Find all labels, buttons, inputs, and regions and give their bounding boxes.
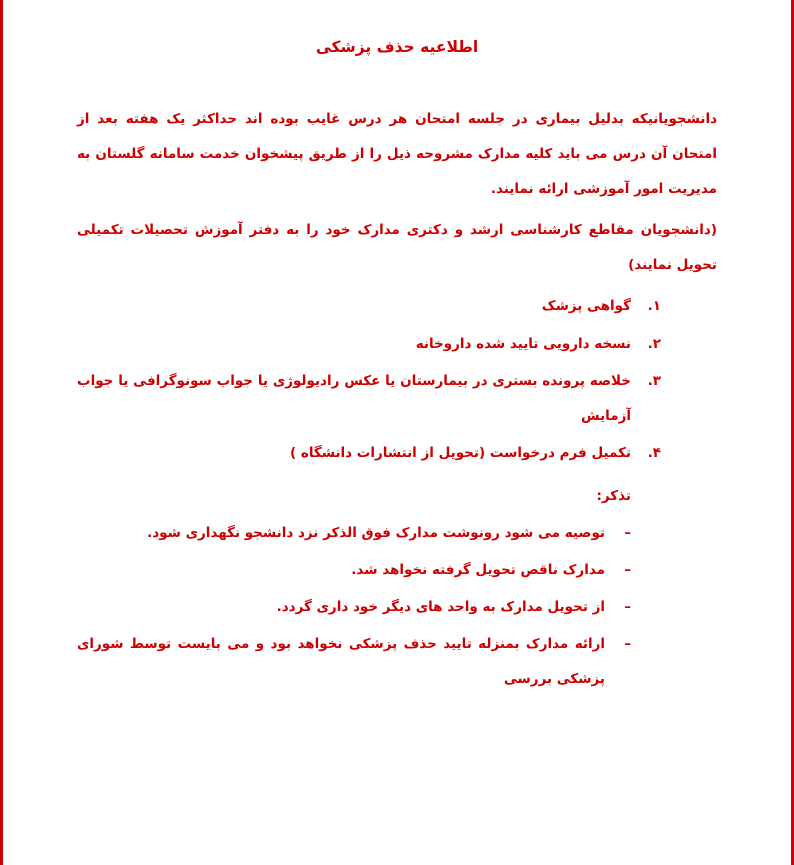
list-item-label: خلاصه پرونده بستری در بیمارستان یا عکس رادیولوژی یا جواب سونوگرافی یا جواب آزمایش bbox=[77, 372, 631, 424]
dash-bullet-icon: – bbox=[624, 599, 631, 616]
list-item bbox=[77, 436, 717, 471]
list-item-label: توصیه می شود رونوشت مدارک فوق الذکر نزد دانشجو نگهداری شود. bbox=[147, 525, 605, 542]
list-marker: ۳. bbox=[647, 372, 661, 389]
list-item bbox=[77, 516, 717, 551]
list-marker: ۴. bbox=[647, 444, 661, 461]
dash-bullet-icon: – bbox=[624, 525, 631, 542]
notes-list bbox=[77, 516, 717, 697]
dash-bullet-icon: – bbox=[624, 562, 631, 579]
list-item bbox=[77, 590, 717, 625]
list-marker: ۲. bbox=[647, 335, 661, 352]
list-item bbox=[77, 627, 717, 697]
list-item-label: مدارک ناقص تحویل گرفته نخواهد شد. bbox=[351, 562, 605, 579]
list-item bbox=[77, 289, 717, 324]
page-title: اطلاعیه حذف پزشکی bbox=[315, 38, 479, 56]
list-item-label: از تحویل مدارک به واحد های دیگر خود داری گردد. bbox=[276, 599, 605, 616]
list-item-label: تکمیل فرم درخواست (تحویل از انتشارات دانشگاه ) bbox=[289, 444, 631, 461]
paragraph-1: دانشجویانیکه بدلیل بیماری در جلسه امتحان هر درس غایب بوده اند حداکثر یک هفته بعد از امتحان آن درس می باید کلیه مدارک مشروحه ذیل را از طریق پیشخوان خدمت سامانه گلستان به مدیریت امور آموزشی ارائه نمایند. bbox=[77, 111, 717, 198]
note-heading: تذکر: bbox=[596, 487, 631, 504]
list-item-label: ارائه مدارک بمنزله تایید حذف پزشکی نخواهد بود و می بایست توسط شورای پزشکی بررسی bbox=[77, 636, 605, 688]
list-marker: ۱. bbox=[647, 298, 661, 315]
list-item bbox=[77, 364, 717, 434]
dash-bullet-icon: – bbox=[624, 636, 631, 653]
required-documents-list bbox=[77, 289, 717, 470]
list-item-label: نسخه دارویی تایید شده داروخانه bbox=[415, 335, 631, 352]
document-content bbox=[3, 0, 791, 698]
list-item bbox=[77, 553, 717, 588]
list-item-label: گواهی پزشک bbox=[541, 298, 631, 315]
list-item bbox=[77, 327, 717, 362]
paragraph-2: (دانشجویان مقاطع کارشناسی ارشد و دکتری مدارک خود را به دفتر آموزش تحصیلات تکمیلی تحویل نمایند) bbox=[77, 222, 717, 274]
